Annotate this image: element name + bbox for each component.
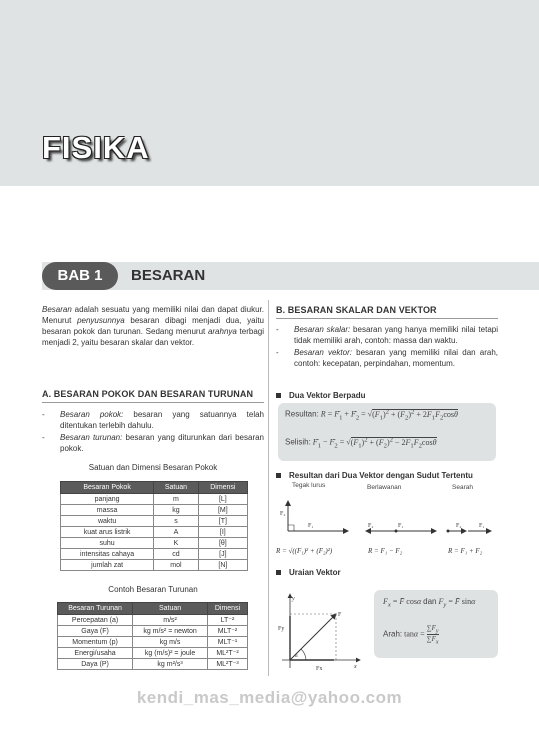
table-cell: ML²T⁻² <box>208 648 248 659</box>
table-cell: MLT⁻² <box>208 626 248 637</box>
svg-text:F₁: F₁ <box>308 523 314 529</box>
table-row <box>61 560 248 571</box>
table-besaran-turunan <box>57 602 248 670</box>
svg-text:x: x <box>354 664 357 670</box>
table-cell: ML²T⁻³ <box>208 659 248 670</box>
table-header-cell: Besaran Pokok <box>61 482 154 494</box>
section-a-heading: A. BESARAN POKOK DAN BESARAN TURUNAN <box>42 389 254 399</box>
sub-uraian-vektor: Uraian Vektor <box>276 568 341 577</box>
svg-text:F₁: F₁ <box>398 523 404 529</box>
table-cell: Energi/usaha <box>58 648 133 659</box>
svg-text:R = F₁ − F₂: R = F₁ − F₂ <box>368 547 403 555</box>
svg-text:F₂: F₂ <box>456 523 462 529</box>
table-cell: kg m/s² = newton <box>133 626 208 637</box>
section-b-rule <box>276 318 498 319</box>
footer-email: kendi_mas_media@yahoo.com <box>136 688 403 707</box>
table-header-cell: Dimensi <box>208 603 248 615</box>
table-header-cell: Satuan <box>154 482 199 494</box>
intro-paragraph: Besaran adalah sesuatu yang memiliki nilai dan dapat diukur. Menurut penyusunnya besaran dibagi menjadi dua, yaitu besaran pokok dan turunan. Sedang menurut arahnya terbagi menjadi 2, yaitu besaran skalar dan vektor. <box>42 305 265 347</box>
section-b-item: - Besaran vektor: besaran yang memiliki nilai dan arah, contoh: kecepatan, perpindahan, momentum. <box>276 348 498 368</box>
section-a-list <box>42 409 264 455</box>
svg-text:R = √((F₁)² + (F₂)²): R = √((F₁)² + (F₂)²) <box>276 547 333 555</box>
table-cell: kg m²/s³ <box>133 659 208 670</box>
table-row <box>58 659 248 670</box>
table-cell: [M] <box>198 505 247 516</box>
table-cell: [I] <box>198 527 247 538</box>
section-a-item: - Besaran turunan: besaran yang diturunkan dari besaran pokok. <box>42 433 265 453</box>
section-b-heading: B. BESARAN SKALAR DAN VEKTOR <box>276 305 437 315</box>
table-cell: panjang <box>61 494 154 505</box>
section-b-list <box>276 324 498 370</box>
table-besaran-pokok <box>60 481 248 571</box>
table-row <box>58 637 248 648</box>
table-row <box>61 516 248 527</box>
table-row <box>58 626 248 637</box>
vector-decomposition-diagram <box>276 588 366 674</box>
table-row <box>61 505 248 516</box>
svg-text:Fx: Fx <box>316 666 323 672</box>
table-cell: suhu <box>61 538 154 549</box>
table-cell: Daya (P) <box>58 659 133 670</box>
table-turunan-caption: Contoh Besaran Turunan <box>108 585 198 594</box>
table-cell: intensitas cahaya <box>61 549 154 560</box>
table-cell: s <box>154 516 199 527</box>
formula-arah: Arah: tanα = $\frac{\sum F_y}{\sum F_x}$ <box>383 624 439 646</box>
table-cell: cd <box>154 549 199 560</box>
svg-text:Fy: Fy <box>278 626 285 632</box>
bullet-square-icon <box>276 393 281 398</box>
table-cell: Momentum (p) <box>58 637 133 648</box>
table-header-cell: Dimensi <box>198 482 247 494</box>
label-searah: Searah <box>452 484 473 491</box>
section-a-item: - Besaran pokok: besaran yang satuannya telah ditentukan terlebih dahulu. <box>42 410 264 430</box>
formula-resultan: Resultan: $R = F_1 + F_2 = √(F_1)^2 + (F_2)^2 + 2F_1F_2\cos\theta$ <box>285 408 458 422</box>
svg-text:F: F <box>338 612 342 618</box>
table-cell: kg (m/s)² = joule <box>133 648 208 659</box>
table-cell: [J] <box>198 549 247 560</box>
chapter-number: BAB 1 <box>57 267 103 284</box>
svg-text:R = F₁ + F₂: R = F₁ + F₂ <box>448 547 483 555</box>
table-row <box>61 527 248 538</box>
section-a-rule <box>42 402 264 403</box>
table-row <box>61 538 248 549</box>
column-divider <box>268 300 269 676</box>
table-cell: K <box>154 538 199 549</box>
table-cell: [L] <box>198 494 247 505</box>
formula-komponen: $F_x$ = F̄ cosα dan $F_y$ = F̄ sinα <box>383 597 476 609</box>
table-header-cell: Besaran Turunan <box>58 603 133 615</box>
sub-dua-vektor: Dua Vektor Berpadu <box>276 391 365 400</box>
table-cell: MLT⁻¹ <box>208 637 248 648</box>
chapter-title: BESARAN <box>131 267 206 284</box>
svg-text:α: α <box>295 654 298 659</box>
table-pokok-caption: Satuan dan Dimensi Besaran Pokok <box>88 463 218 472</box>
svg-text:F₂: F₂ <box>280 511 286 517</box>
table-cell: Percepatan (a) <box>58 615 133 626</box>
table-cell: [θ] <box>198 538 247 549</box>
table-cell: kuat arus listrik <box>61 527 154 538</box>
bullet-square-icon <box>276 473 281 478</box>
bullet-square-icon <box>276 570 281 575</box>
svg-text:F₁: F₁ <box>479 523 485 529</box>
label-berlawanan: Berlawanan <box>367 484 402 491</box>
table-cell: kg m/s <box>133 637 208 648</box>
svg-text:F₂: F₂ <box>368 523 374 529</box>
table-row <box>58 648 248 659</box>
table-cell: kg <box>154 505 199 516</box>
page-title: FISIKA <box>42 130 150 165</box>
table-cell: A <box>154 527 199 538</box>
vector-diagrams <box>276 493 498 561</box>
table-cell: jumlah zat <box>61 560 154 571</box>
table-cell: [N] <box>198 560 247 571</box>
table-cell: [T] <box>198 516 247 527</box>
table-cell: massa <box>61 505 154 516</box>
section-b-item: - Besaran skalar: besaran yang hanya memiliki nilai tetapi tidak memiliki arah, contoh: massa dan waktu. <box>276 325 498 345</box>
formula-selisih: Selisih: $F_1 - F_2 = √(F_1)^2 + (F_2)^2 - 2F_1F_2\cos\theta$ <box>285 436 437 450</box>
table-header-cell: Satuan <box>133 603 208 615</box>
table-cell: LT⁻² <box>208 615 248 626</box>
table-cell: Gaya (F) <box>58 626 133 637</box>
table-row <box>58 615 248 626</box>
sub-resultan-sudut: Resultan dari Dua Vektor dengan Sudut Tertentu <box>276 471 473 480</box>
table-row <box>61 494 248 505</box>
table-cell: m/s² <box>133 615 208 626</box>
table-row <box>61 549 248 560</box>
svg-text:y: y <box>292 596 295 602</box>
table-cell: mol <box>154 560 199 571</box>
table-cell: waktu <box>61 516 154 527</box>
label-tegak-lurus: Tegak lurus <box>292 482 326 489</box>
table-cell: m <box>154 494 199 505</box>
